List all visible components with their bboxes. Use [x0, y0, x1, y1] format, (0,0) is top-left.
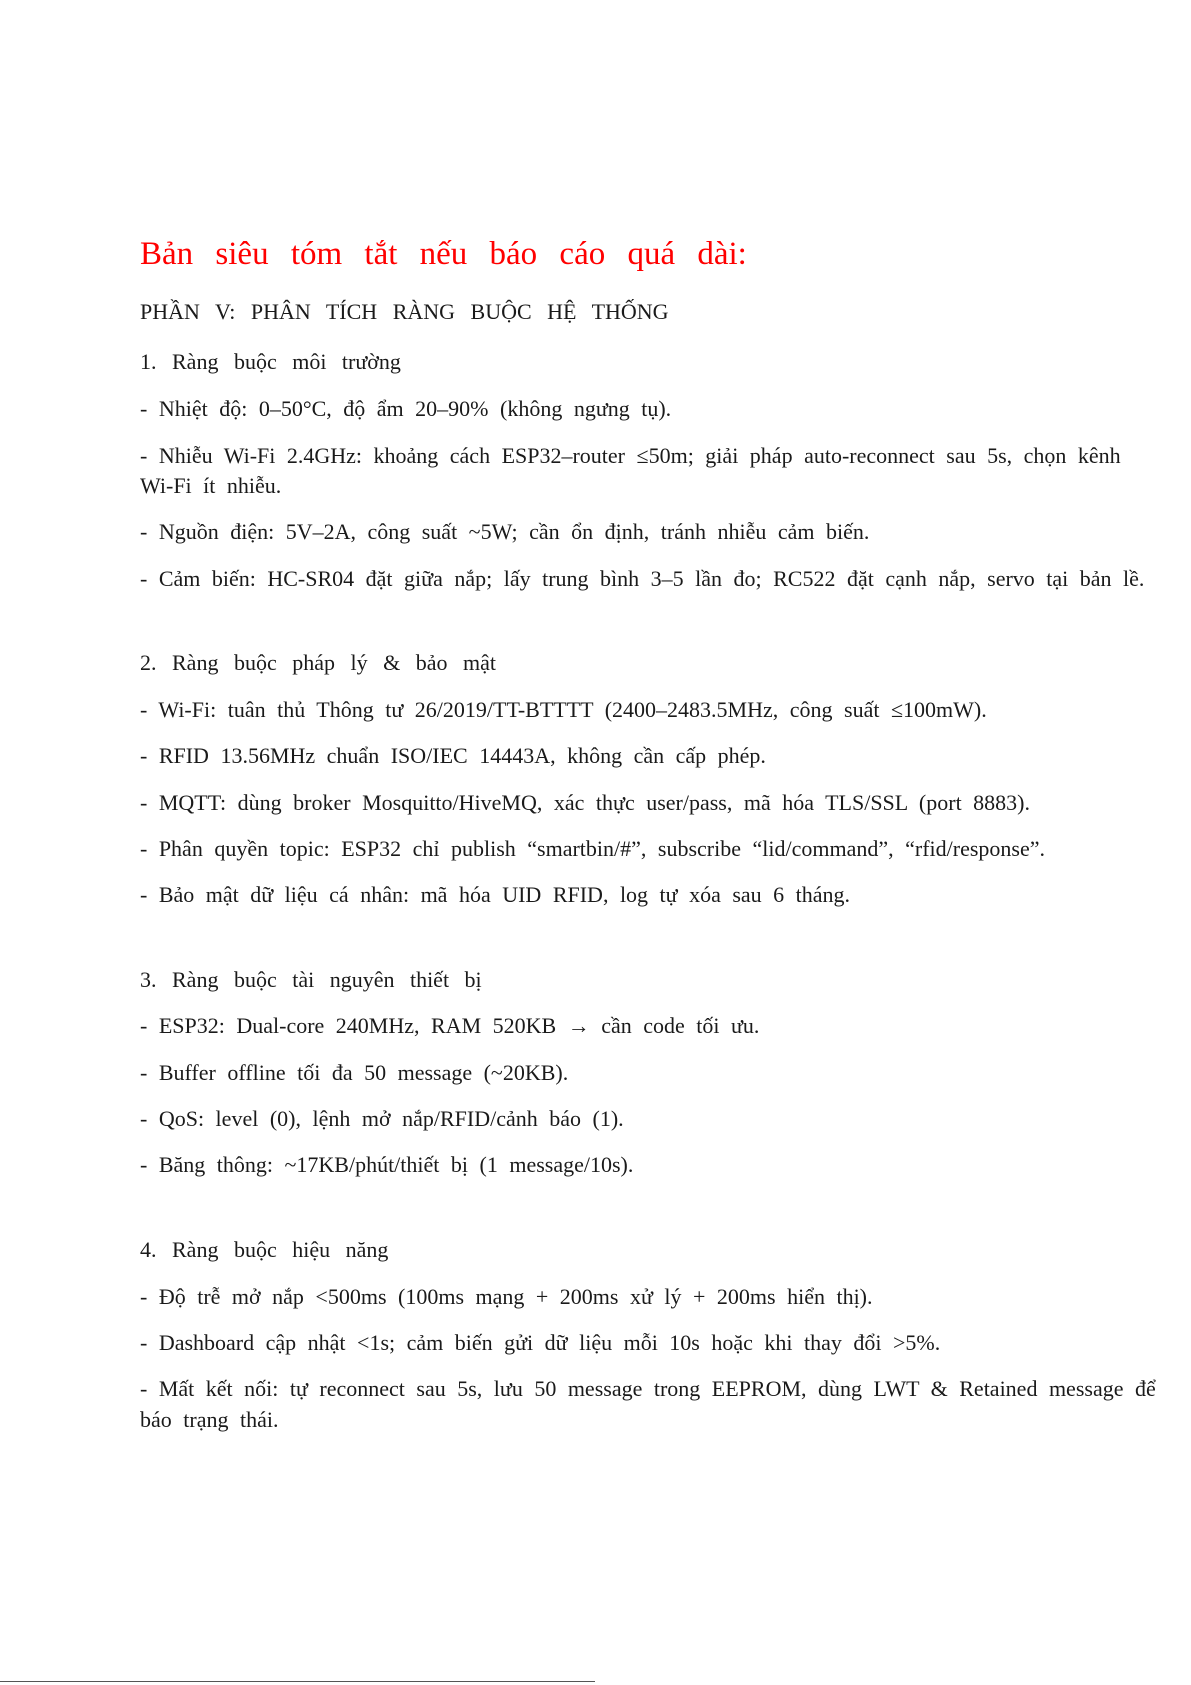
bullet-item: - Nguồn điện: 5V–2A, công suất ~5W; cần ổn định, tránh nhiễu cảm biến.: [140, 519, 870, 545]
bullet-item: - Dashboard cập nhật <1s; cảm biến gửi dữ liệu mỗi 10s hoặc khi thay đổi >5%.: [140, 1329, 941, 1355]
section-performance: [140, 1235, 1160, 1435]
bullet-item: - Wi-Fi: tuân thủ Thông tư 26/2019/TT-BTTTT (2400–2483.5MHz, công suất ≤100mW).: [140, 696, 987, 722]
bullet-item: - Mất kết nối: tự reconnect sau 5s, lưu 50 message trong EEPROM, dùng LWT & Retained message để báo trạng thái.: [140, 1376, 1156, 1432]
bullet-item: - Nhiễu Wi-Fi 2.4GHz: khoảng cách ESP32–router ≤50m; giải pháp auto-reconnect sau 5s, chọn kênh Wi-Fi ít nhiễu.: [140, 442, 1121, 498]
bullet-item: - Bảo mật dữ liệu cá nhân: mã hóa UID RFID, log tự xóa sau 6 tháng.: [140, 882, 851, 908]
bullet-item: - Độ trễ mở nắp <500ms (100ms mạng + 200ms xử lý + 200ms hiển thị).: [140, 1283, 873, 1309]
bullet-item: - QoS: level (0), lệnh mở nắp/RFID/cảnh báo (1).: [140, 1106, 624, 1132]
bullet-item: - RFID 13.56MHz chuẩn ISO/IEC 14443A, không cần cấp phép.: [140, 743, 766, 769]
section-environment: [140, 347, 1160, 594]
bullet-item: - MQTT: dùng broker Mosquitto/HiveMQ, xác thực user/pass, mã hóa TLS/SSL (port 8883).: [140, 789, 1031, 815]
section-heading: 3. Ràng buộc tài nguyên thiết bị: [140, 966, 482, 992]
document-content: [140, 235, 1160, 1489]
section-device-resources: [140, 965, 1160, 1181]
footer-divider: [0, 1681, 595, 1682]
document-title: Bản siêu tóm tắt nếu báo cáo quá dài:: [140, 236, 747, 272]
bullet-item: - Buffer offline tối đa 50 message (~20KB).: [140, 1059, 569, 1085]
section-heading: 1. Ràng buộc môi trường: [140, 349, 401, 375]
bullet-item: - Nhiệt độ: 0–50°C, độ ẩm 20–90% (không ngưng tụ).: [140, 396, 672, 422]
section-heading: 4. Ràng buộc hiệu năng: [140, 1236, 389, 1262]
bullet-item: - Băng thông: ~17KB/phút/thiết bị (1 message/10s).: [140, 1152, 634, 1178]
bullet-item: - Cảm biến: HC-SR04 đặt giữa nắp; lấy trung bình 3–5 lần đo; RC522 đặt cạnh nắp, servo tại bản lề.: [140, 565, 1145, 591]
section-heading: 2. Ràng buộc pháp lý & bảo mật: [140, 649, 496, 675]
section-legal-security: [140, 648, 1160, 911]
bullet-item: - Phân quyền topic: ESP32 chỉ publish “smartbin/#”, subscribe “lid/command”, “rfid/response”.: [140, 835, 1045, 861]
part-heading: PHẦN V: PHÂN TÍCH RÀNG BUỘC HỆ THỐNG: [140, 298, 669, 324]
bullet-item: - ESP32: Dual-core 240MHz, RAM 520KB → cần code tối ưu.: [140, 1013, 760, 1039]
